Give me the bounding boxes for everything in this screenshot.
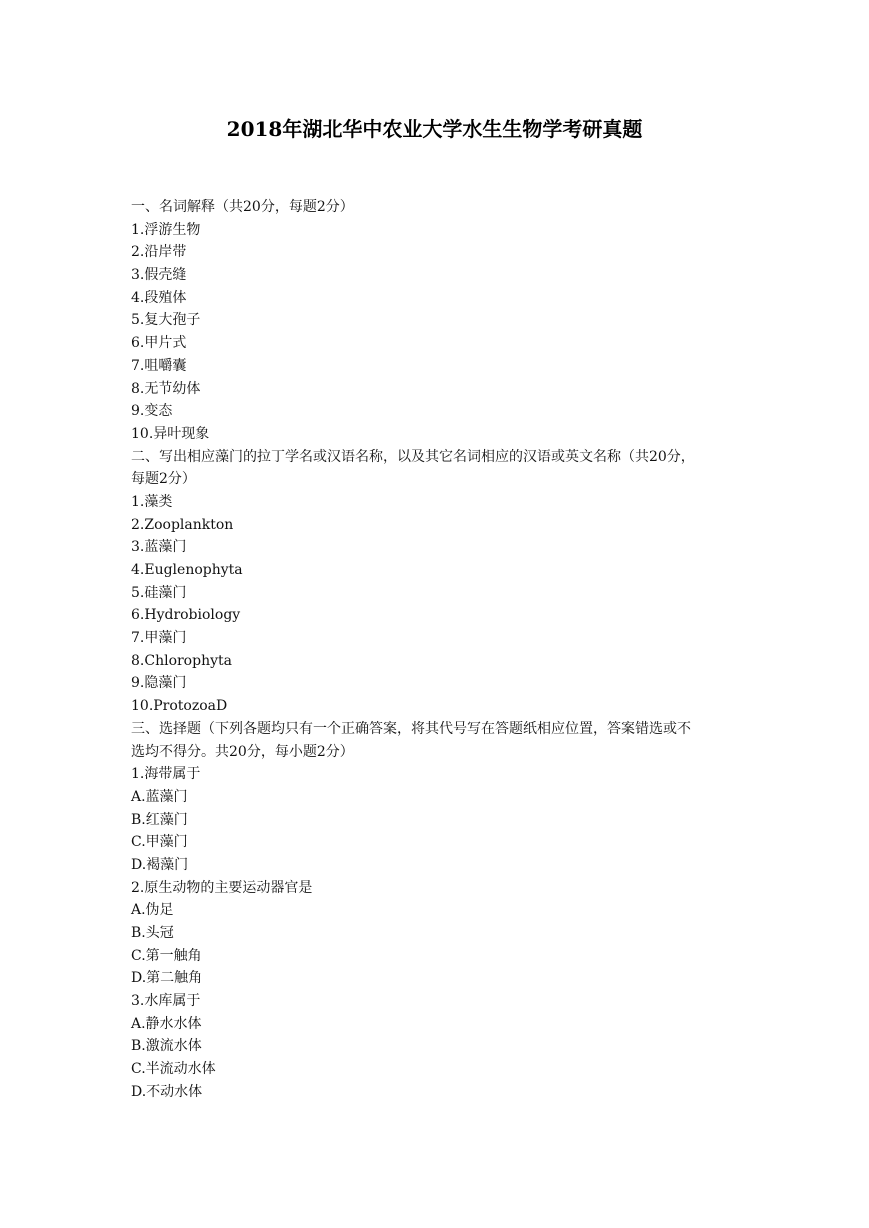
question-item: 7.咀嚼囊: [131, 357, 187, 374]
question-item: 4.段殖体: [131, 289, 187, 306]
question-stem: 2.原生动物的主要运动器官是: [131, 879, 313, 896]
question-item: 2.沿岸带: [131, 244, 187, 261]
question-item: 1.藻类: [131, 493, 173, 510]
answer-option: A.伪足: [131, 902, 174, 919]
document-body: [131, 196, 746, 1104]
section-heading-continued: 每题2分）: [131, 471, 196, 488]
answer-option: C.第一触角: [131, 947, 202, 964]
answer-option: C.半流动水体: [131, 1061, 216, 1078]
answer-option: D.第二触角: [131, 970, 203, 987]
answer-option: C.甲藻门: [131, 834, 188, 851]
answer-option: D.褐藻门: [131, 856, 189, 873]
question-item: 3.蓝藻门: [131, 539, 187, 556]
question-item: 2.Zooplankton: [131, 516, 234, 533]
question-item: 10.ProtozoaD: [131, 698, 228, 715]
answer-option: B.红藻门: [131, 811, 188, 828]
question-item: 4.Euglenophyta: [131, 562, 243, 578]
answer-option: B.激流水体: [131, 1038, 202, 1055]
question-item: 10.异叶现象: [131, 425, 210, 442]
section-heading: 一、名词解释（共20分，每题2分）: [131, 199, 354, 215]
answer-option: B.头冠: [131, 925, 174, 941]
answer-option: A.静水水体: [131, 1015, 202, 1032]
answer-option: D.不动水体: [131, 1083, 203, 1100]
section-heading: 三、选择题（下列各题均只有一个正确答案，将其代号写在答题纸相应位置，答案错选或不: [131, 720, 691, 737]
page-title: 2018年湖北华中农业大学水生生物学考研真题: [226, 117, 643, 141]
question-item: 9.隐藻门: [131, 675, 187, 692]
answer-option: A.蓝藻门: [131, 788, 188, 805]
question-item: 6.Hydrobiology: [131, 607, 241, 624]
question-stem: 3.水库属于: [131, 993, 201, 1010]
question-stem: 1.海带属于: [131, 766, 201, 783]
question-item: 7.甲藻门: [131, 630, 187, 647]
question-item: 8.无节幼体: [131, 380, 201, 397]
section-heading: 二、写出相应藻门的拉丁学名或汉语名称，以及其它名词相应的汉语或英文名称（共20分，: [131, 448, 695, 465]
question-item: 3.假壳缝: [131, 267, 187, 284]
question-item: 1.浮游生物: [131, 221, 201, 238]
question-item: 9.变态: [131, 403, 173, 420]
question-item: 8.Chlorophyta: [131, 652, 232, 669]
question-item: 6.甲片式: [131, 335, 187, 352]
section-heading-continued: 选均不得分。共20分，每小题2分）: [131, 743, 354, 760]
question-item: 5.硅藻门: [131, 584, 187, 601]
question-item: 5.复大孢子: [131, 312, 201, 329]
